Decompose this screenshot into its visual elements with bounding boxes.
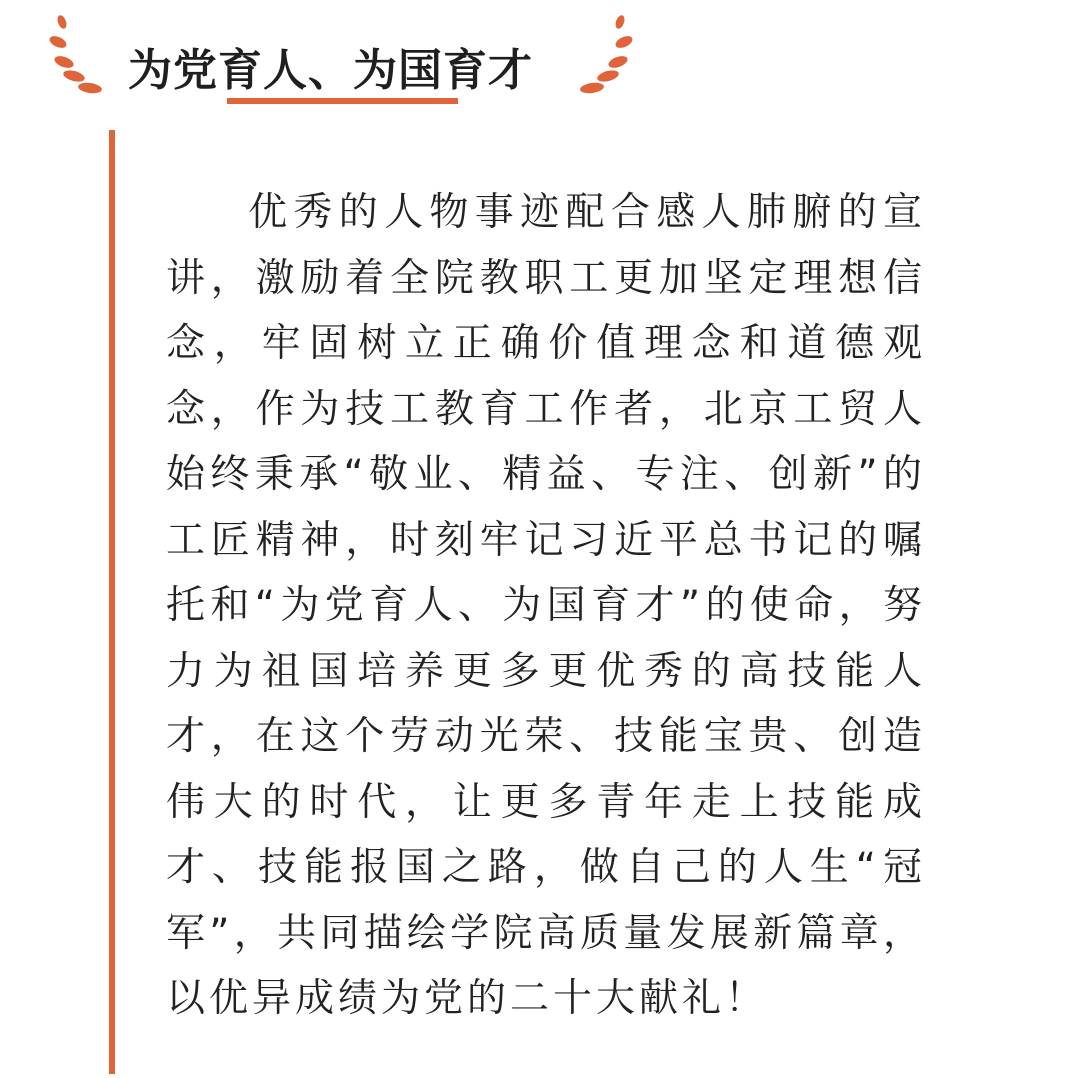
article-body <box>166 180 926 1032</box>
paragraph-line: 以优异成绩为党的二十大献礼！ <box>166 976 769 1021</box>
page-title: 为党育人、为国育才 <box>128 45 533 97</box>
paragraph-line: 托和“为党育人、为国育才”的使命，努 <box>166 583 926 628</box>
paragraph-line: 力为祖国培养更多更优秀的高技能人 <box>166 648 926 694</box>
paragraph-line: 优秀的人物事迹配合感人肺腑的宣 <box>248 190 926 235</box>
laurel-branch-icon <box>46 12 106 102</box>
paragraph-line: 才、技能报国之路，做自己的人生“冠 <box>166 845 926 890</box>
paragraph-line: 伟大的时代，让更多青年走上技能成 <box>166 779 926 825</box>
paragraph-line: 才，在这个劳动光荣、技能宝贵、创造 <box>166 714 926 759</box>
paragraph-line: 念，牢固树立正确价值理念和道德观 <box>166 321 926 366</box>
title-underline <box>227 98 458 104</box>
paragraph-line: 军”，共同描绘学院高质量发展新篇章， <box>166 910 926 956</box>
paragraph-line: 讲，激励着全院教职工更加坚定理想信 <box>166 255 926 301</box>
vertical-accent-bar <box>109 130 115 1074</box>
paragraph-line: 念，作为技工教育工作者，北京工贸人 <box>166 386 926 432</box>
paragraph-line: 始终秉承“敬业、精益、专注、创新”的 <box>166 452 926 497</box>
paragraph-line: 工匠精神，时刻牢记习近平总书记的嘱 <box>166 517 926 563</box>
laurel-branch-icon <box>576 12 636 102</box>
